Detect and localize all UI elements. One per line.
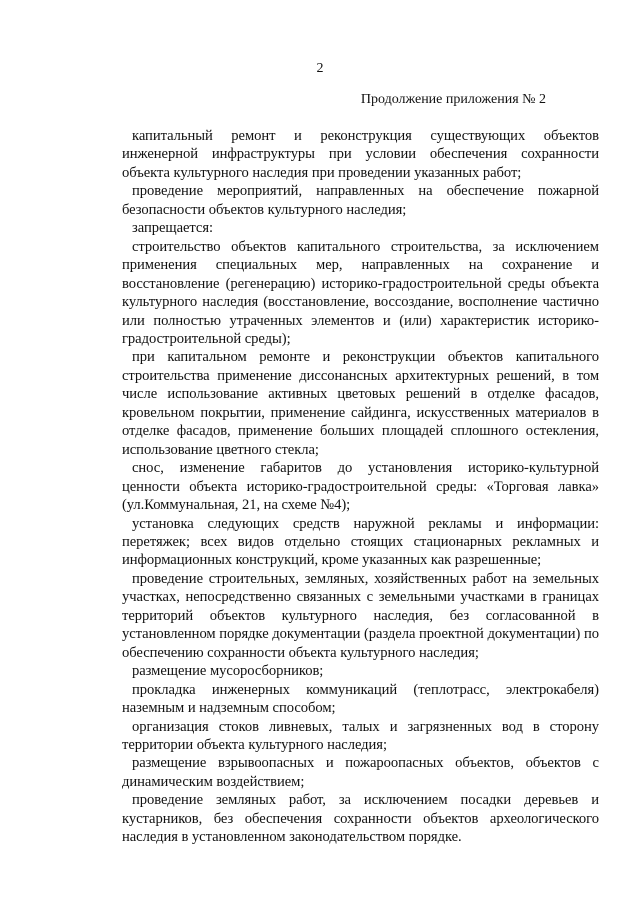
page-number: 2 — [316, 61, 324, 76]
paragraph-5: при капитальном ремонте и реконструкции объектов капитального строительства применение диссонансных архитектурных решений, в том числе использование активных цветовых решений в отделке фасадов, кровельном покрытии, применение сайдинга, искусственных материалов в отделке фасадов, применение больших площадей сплошного остекления, использование цветного стекла; — [122, 349, 599, 458]
paragraph-10: прокладка инженерных коммуникаций (теплотрасс, электрокабеля) наземным и надземным способом; — [122, 681, 599, 717]
paragraph-9: размещение мусоросборников; — [132, 663, 324, 680]
paragraph-3: запрещается: — [132, 220, 214, 237]
document-body — [122, 127, 599, 847]
paragraph-13: проведение земляных работ, за исключением посадки деревьев и кустарников, без обеспечения сохранности объектов археологического наследия в установленном законодательством порядке. — [122, 792, 599, 846]
paragraph-8: проведение строительных, земляных, хозяйственных работ на земельных участках, непосредственно связанных с земельными участками в границах территорий объектов культурного наследия, без согласованной в установленном порядке документации (раздела проектной документации) по обеспечению сохранности объекта культурного наследия; — [122, 570, 599, 661]
paragraph-11: организация стоков ливневых, талых и загрязненных вод в сторону территории объекта культурного наследия; — [122, 718, 599, 753]
paragraph-2: проведение мероприятий, направленных на обеспечение пожарной безопасности объектов культурного наследия; — [122, 183, 599, 218]
paragraph-7: установка следующих средств наружной рекламы и информации: перетяжек; всех видов отдельно стоящих стационарных рекламных и информационных конструкций, кроме указанных как разрешенные; — [122, 515, 599, 569]
appendix-continuation-note: Продолжение приложения № 2 — [360, 92, 546, 107]
paragraph-12: размещение взрывоопасных и пожароопасных объектов, объектов с динамическим воздействием; — [122, 755, 599, 790]
paragraph-4: строительство объектов капитального строительства, за исключением применения специальных мер, направленных на сохранение и восстановление (регенерацию) историко-градостроительной среды объекта культурного наследия (восстановление, воссоздание, восполнение частично или полностью утраченных элементов и (или) характеристик историко-градостроительной среды); — [122, 238, 599, 347]
paragraph-6: снос, изменение габаритов до установления историко-культурной ценности объекта историко-градостроительной среды: «Торговая лавка» (ул.Коммунальная, 21, на схеме №4); — [122, 460, 599, 514]
paragraph-1: капитальный ремонт и реконструкция существующих объектов инженерной инфраструктуры при условии обеспечения сохранности объекта культурного наследия при проведении указанных работ; — [122, 128, 599, 181]
